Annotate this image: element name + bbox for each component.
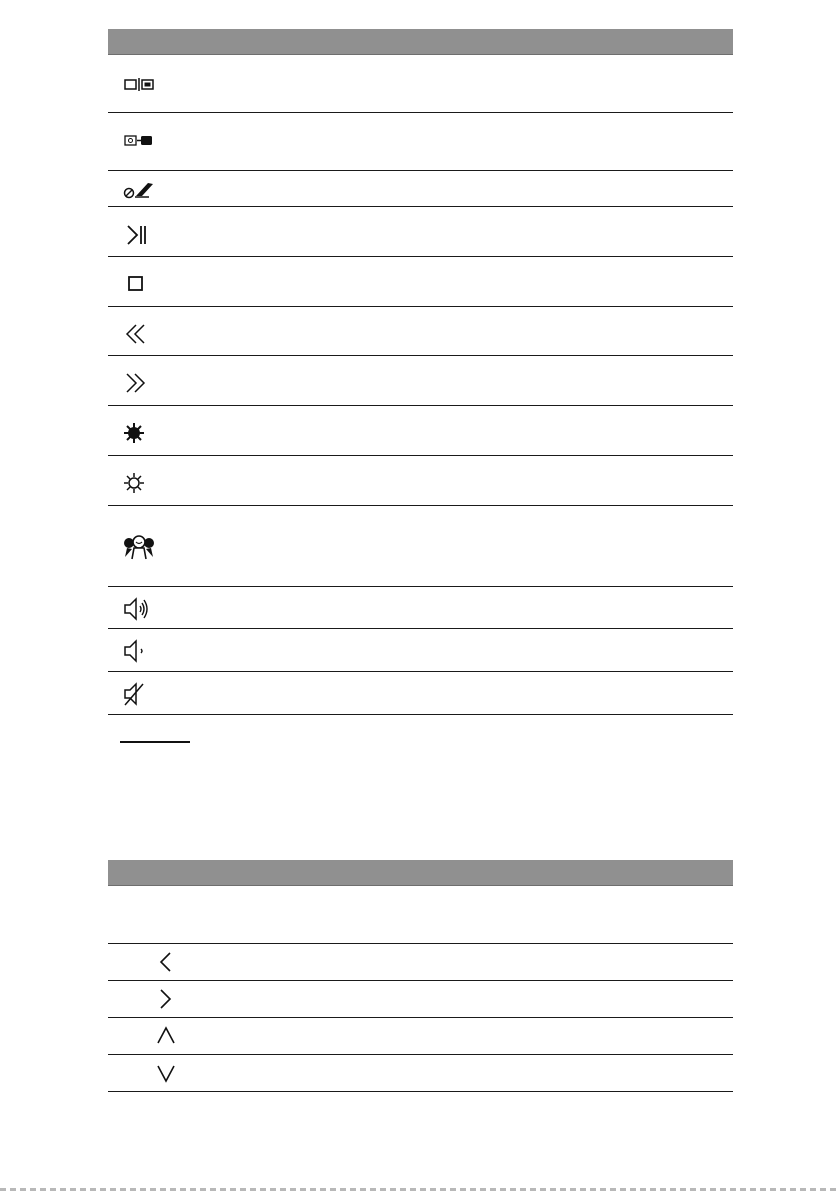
brightness-down-icon (122, 470, 156, 496)
table-row (108, 1018, 733, 1055)
arrow-up-icon (152, 1023, 186, 1049)
play-pause-icon (122, 222, 156, 248)
table-row (108, 307, 733, 356)
volume-up-icon (122, 596, 156, 622)
arrow-left-icon (152, 949, 186, 975)
next-icon (122, 370, 156, 396)
arrow-right-icon (152, 986, 186, 1012)
arrow-keys-table (108, 860, 733, 1092)
previous-icon (122, 321, 156, 347)
table-row (108, 456, 733, 506)
table-row (108, 55, 733, 113)
mute-icon (122, 681, 156, 707)
table-row (108, 944, 733, 981)
volume-down-icon (122, 638, 156, 664)
touchpad-toggle-icon (122, 176, 156, 202)
social-networks-icon (122, 534, 156, 560)
table-row (108, 171, 733, 207)
table-row (108, 981, 733, 1018)
table-row (108, 506, 733, 587)
table-row (108, 207, 733, 257)
table-row (108, 257, 733, 307)
table-row (108, 113, 733, 171)
display-toggle-icon (122, 71, 156, 97)
table-row (108, 587, 733, 629)
table-row (108, 672, 733, 715)
arrow-down-icon (152, 1060, 186, 1086)
table-row (108, 886, 733, 944)
table-header (108, 29, 733, 55)
stop-icon (122, 271, 156, 297)
table-row (108, 406, 733, 456)
table-row (108, 1055, 733, 1092)
table-row (108, 629, 733, 672)
note-label-underline (120, 741, 190, 743)
screen-blank-icon (122, 127, 156, 153)
hotkeys-table (108, 29, 733, 715)
brightness-up-icon (122, 420, 156, 446)
table-header (108, 860, 733, 886)
table-row (108, 356, 733, 406)
